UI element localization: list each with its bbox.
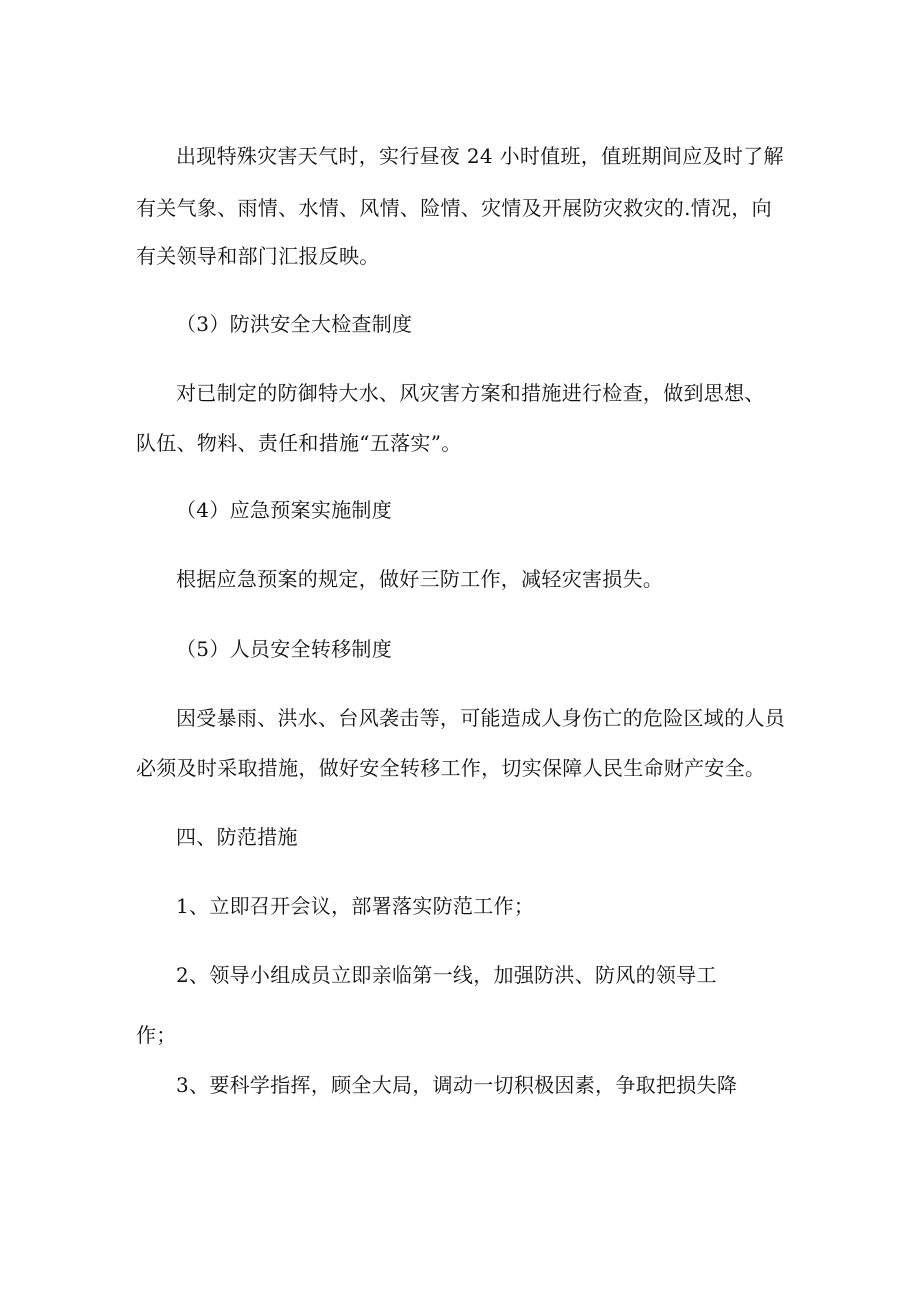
list-item-3: 3、要科学指挥，顾全大局，调动一切积极因素，争取把损失降 [176,1073,738,1097]
heading-emergency-plan: （4）应急预案实施制度 [176,498,393,522]
heading-flood-inspection: （3）防洪安全大检查制度 [176,312,413,336]
heading-personnel-transfer: （5）人员安全转移制度 [176,637,393,661]
list-item-1: 1、立即召开会议，部署落实防范工作； [176,894,535,918]
paragraph-inspection-line-2: 队伍、物料、责任和措施“五落实”。 [136,431,462,455]
list-item-2-line-2: 作； [136,1023,177,1047]
paragraph-transfer-line-1: 因受暴雨、洪水、台风袭击等，可能造成人身伤亡的危险区域的人员 [176,706,785,730]
paragraph-inspection-line-1: 对已制定的防御特大水、风灾害方案和措施进行检查，做到思想、 [176,381,765,405]
paragraph-duty-line-1: 出现特殊灾害天气时，实行昼夜 24 小时值班，值班期间应及时了解 [176,144,784,168]
paragraph-transfer-line-2: 必须及时采取措施，做好安全转移工作，切实保障人民生命财产安全。 [136,756,766,780]
paragraph-duty-line-3: 有关领导和部门汇报反映。 [136,244,380,268]
list-item-2-line-1: 2、领导小组成员立即亲临第一线，加强防洪、防风的领导工 [176,963,717,987]
paragraph-emergency-plan: 根据应急预案的规定，做好三防工作，减轻灾害损失。 [176,567,664,591]
paragraph-duty-line-2: 有关气象、雨情、水情、风情、险情、灾情及开展防灾救灾的.情况，向 [136,196,772,220]
section-heading-prevention: 四、防范措施 [176,825,298,849]
